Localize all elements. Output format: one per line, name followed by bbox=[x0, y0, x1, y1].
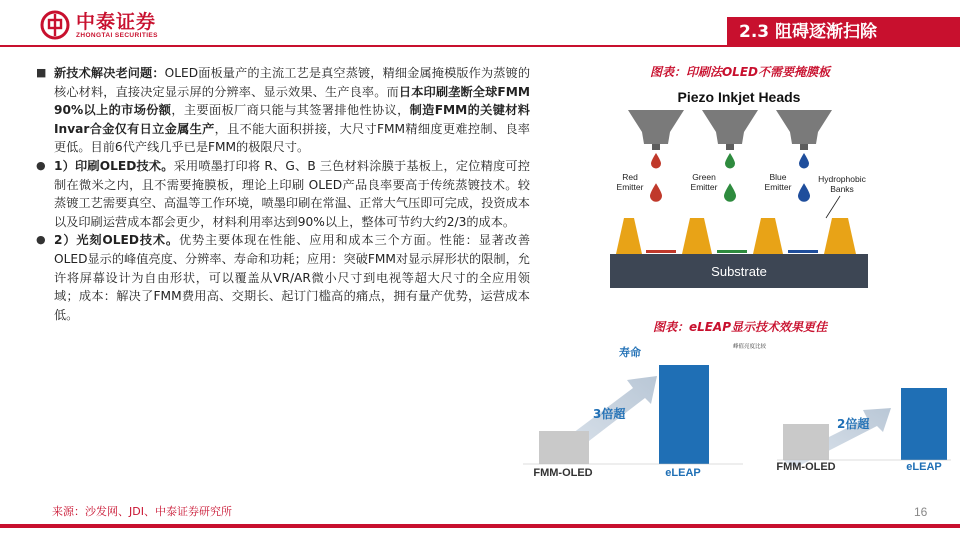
figure2-caption: 图表：eLEAP显示技术效果更佳 bbox=[652, 320, 828, 334]
emitter-label-green-2: Emitter bbox=[690, 182, 718, 192]
body-text bbox=[34, 64, 530, 324]
logo-name-en: ZHONGTAI SECURITIES bbox=[76, 31, 158, 39]
green-emitter-layer bbox=[717, 250, 747, 253]
ink-droplet-red-2 bbox=[650, 183, 662, 202]
text-run: 优势主要体现在性能、应用和成本三个方面。性能：显著改善OLED显示的峰值亮度、分辨率、寿命和功耗；应用：突破FMM对显示屏形状的限制，允许将屏幕设计为自由形状，可以覆盖从VR/AR微小尺寸到电视等超大尺寸的全应用领域；成本：解决了FMM费用高、交期长、起订门槛高的痛点，拥有量产优势，运营成本低。 bbox=[54, 233, 531, 322]
inkjet-head-red bbox=[628, 110, 684, 150]
ink-droplet-blue-1 bbox=[799, 153, 809, 169]
right-cat-eleap: eLEAP bbox=[906, 461, 942, 473]
right-bar-eleap bbox=[901, 388, 947, 460]
text-run: OLED面板量产的主流工艺是真空蒸镀，精细金属掩模版作为蒸镀的核心材料，直接决定显示屏的分辨率、显示效果、生产良率。而 bbox=[54, 66, 531, 99]
left-cat-fmm: FMM-OLED bbox=[533, 467, 593, 479]
bullet-marker: ● bbox=[36, 233, 46, 247]
paragraph-1 bbox=[34, 64, 530, 157]
right-chart-metric: 峰值亮度比较 bbox=[733, 344, 767, 350]
blue-emitter-layer bbox=[788, 250, 818, 253]
section-title: 2.3 阻碍逐渐扫除 bbox=[727, 17, 917, 47]
left-bar-fmm bbox=[539, 431, 589, 464]
left-bar-eleap bbox=[659, 365, 709, 464]
right-cat-fmm: FMM-OLED bbox=[776, 461, 836, 473]
emitter-label-red-1: Red bbox=[622, 172, 638, 182]
banks-pointer bbox=[826, 196, 840, 218]
bold-text-run: 2）光刻OLED技术。 bbox=[54, 233, 179, 248]
bold-text-run: 日本印刷垄断全球FMM 90%以上的市场份额 bbox=[54, 84, 530, 118]
diagram-title: Piezo Inkjet Heads bbox=[677, 89, 801, 105]
footer-band bbox=[0, 524, 960, 528]
hydrophobic-banks bbox=[616, 218, 856, 254]
bold-text-run: 1）印刷OLED技术。 bbox=[54, 158, 174, 173]
page-number: 16 bbox=[914, 505, 928, 519]
bank-4 bbox=[824, 218, 856, 254]
red-emitter-layer bbox=[646, 250, 676, 253]
inkjet-diagram bbox=[606, 86, 872, 294]
figure1-caption: 图表：印刷法OLED不需要掩膜板 bbox=[649, 65, 830, 79]
inkjet-head-blue bbox=[776, 110, 832, 150]
eleap-comparison-charts bbox=[515, 336, 955, 486]
substrate-label: Substrate bbox=[711, 264, 767, 279]
left-chart-metric: 寿命 bbox=[619, 346, 641, 359]
emitter-label-blue-2: Emitter bbox=[764, 182, 792, 192]
bank-1 bbox=[616, 218, 642, 254]
right-multiplier: 2倍超 bbox=[837, 417, 870, 431]
bank-3 bbox=[753, 218, 783, 254]
banks-label-1: Hydrophobic bbox=[818, 174, 866, 184]
text-run: 采用喷墨打印将 R、G、B 三色材料涂膜于基板上，定位精度可控制在微米之内，且不需要掩膜板，理论上印刷 OLED产品良率要高于传统蒸镀技术。较蒸镀工艺需要真空、高温等工作环境，喷墨印刷在常温、正常大气压即可完成，投资成本以及印刷运营成本都会更少，材料利用率达到90%以上，整体可节约大约2/3的成本。 bbox=[54, 158, 530, 229]
text-run: ，主要面板厂商只能与其签署排他性协议， bbox=[171, 103, 410, 118]
emitter-label-red-2: Emitter bbox=[616, 182, 644, 192]
logo-name-cn: 中泰证券 bbox=[76, 10, 157, 33]
paragraph-3 bbox=[34, 231, 530, 324]
bullet-marker: ■ bbox=[36, 66, 47, 79]
ink-droplet-red-1 bbox=[651, 153, 661, 169]
bank-2 bbox=[682, 218, 712, 254]
ink-droplet-green-1 bbox=[725, 153, 735, 169]
emitter-label-green-1: Green bbox=[692, 172, 716, 182]
header-divider bbox=[0, 45, 960, 47]
zhongtai-logo-icon bbox=[40, 10, 70, 40]
ink-droplet-green-2 bbox=[724, 183, 736, 202]
left-multiplier: 3倍超 bbox=[593, 407, 626, 421]
left-cat-eleap: eLEAP bbox=[665, 467, 701, 479]
header-band bbox=[917, 17, 960, 47]
bold-text-run: 新技术解决老问题： bbox=[54, 66, 165, 80]
bold-text-run: 制造FMM的关键材料Invar合金仅有日立金属生产 bbox=[54, 103, 530, 136]
inkjet-head-green bbox=[702, 110, 758, 150]
source-note: 来源：沙发网、JDI、中泰证券研究所 bbox=[52, 505, 232, 518]
banks-label-2: Banks bbox=[830, 184, 854, 194]
right-bar-fmm bbox=[783, 424, 829, 460]
company-logo bbox=[40, 10, 158, 40]
text-run: ，且不能大面积拼接，大尺寸FMM精细度更难控制、良率更低。目前6代产线几乎已是FMM的极限尺寸。 bbox=[54, 121, 530, 155]
emitter-label-blue-1: Blue bbox=[769, 172, 787, 182]
ink-droplet-blue-2 bbox=[798, 183, 810, 202]
paragraph-2 bbox=[34, 157, 530, 231]
bullet-marker: ● bbox=[36, 158, 46, 172]
